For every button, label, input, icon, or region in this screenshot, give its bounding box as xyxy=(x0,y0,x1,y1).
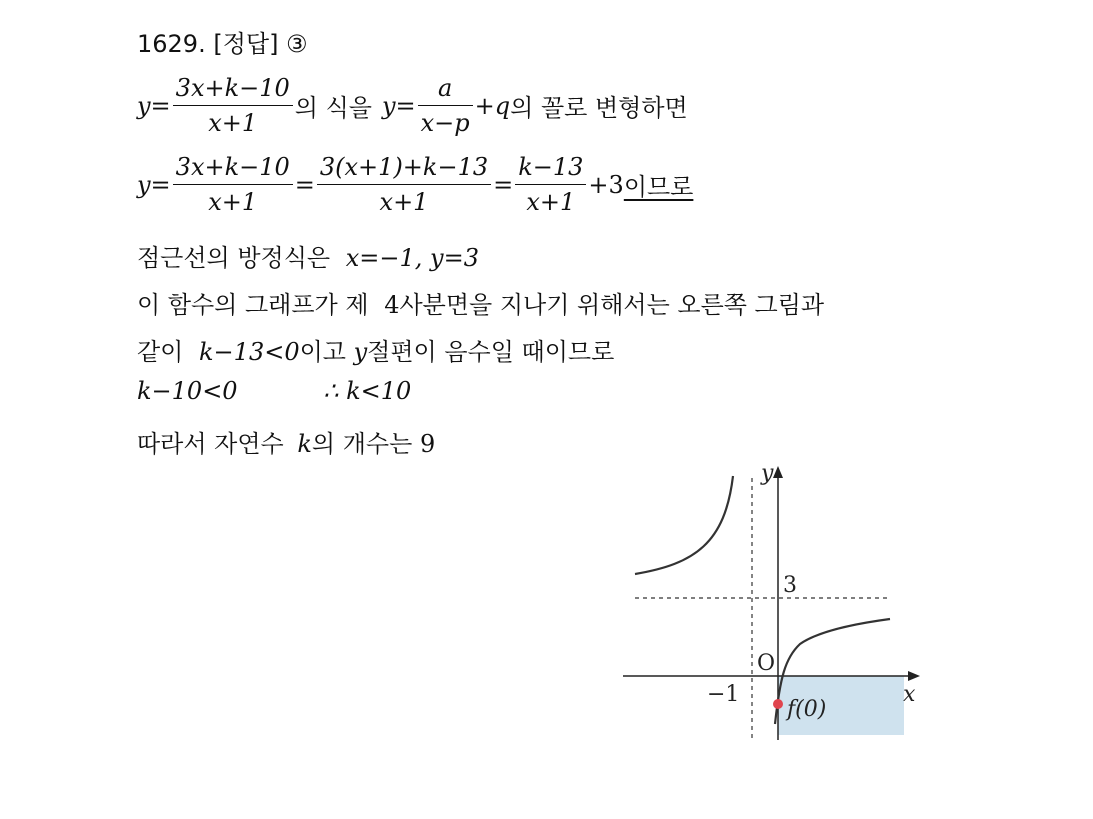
fraction-numerator: k−13 xyxy=(515,153,586,185)
math-equals: = xyxy=(493,170,514,199)
answer-line xyxy=(137,424,435,459)
label-x-axis: x xyxy=(903,682,916,707)
fraction-denominator: x−p xyxy=(420,109,470,137)
math-y-equals: y= xyxy=(137,91,171,120)
math-equals: = xyxy=(294,170,315,199)
math-y-equals: y= xyxy=(137,170,171,199)
math-k: k xyxy=(297,430,312,458)
fraction-2 xyxy=(317,153,491,216)
fraction-numerator: 3x+k−10 xyxy=(173,153,293,185)
fraction-numerator: 3x+k−10 xyxy=(173,74,293,106)
math-conclusion: ∴ k<10 xyxy=(323,377,412,405)
text-segment: 사분면을 지나기 위해서는 오른쪽 그림과 xyxy=(399,291,825,319)
fraction-denominator: x+1 xyxy=(208,109,258,137)
text-segment: 절편이 음수일 때이므로 xyxy=(367,338,615,366)
text-segment: 이 함수의 그래프가 제 xyxy=(137,291,369,319)
text-segment: 이고 xyxy=(299,338,346,366)
math-inequality: k−13<0 xyxy=(199,338,300,366)
label-y-axis: y xyxy=(761,461,774,486)
problem-header xyxy=(137,24,308,59)
text-segment: 의 개수는 xyxy=(311,430,413,458)
fraction-numerator: 3(x+1)+k−13 xyxy=(317,153,491,185)
equation-line-2 xyxy=(137,153,693,216)
math-plus-3: +3 xyxy=(588,170,624,199)
function-graph xyxy=(615,458,925,743)
y-axis-arrow-icon xyxy=(773,466,783,478)
label-neg1: −1 xyxy=(707,682,740,707)
fraction-denominator: x+1 xyxy=(379,188,429,216)
curve-left-branch xyxy=(635,476,733,574)
math-y-equals: y= xyxy=(381,91,416,120)
text-segment: 같이 xyxy=(137,338,184,366)
text-segment: 의 꼴로 변형하면 xyxy=(510,94,688,122)
y-intercept-point xyxy=(773,699,783,709)
x-axis-arrow-icon xyxy=(908,671,920,681)
text-segment: 의 식을 xyxy=(294,94,372,122)
problem-number-answer: 1629. [정답] ③ xyxy=(137,30,308,58)
inequality-line xyxy=(137,332,614,367)
label-origin: O xyxy=(757,651,776,676)
equation-line-1 xyxy=(137,74,688,137)
fraction-3 xyxy=(515,153,586,216)
text-segment: 점근선의 방정식은 xyxy=(137,244,331,272)
math-plus-q: +q xyxy=(474,91,511,120)
math-asymptotes: x=−1, y=3 xyxy=(345,244,479,272)
text-segment: 따라서 자연수 xyxy=(137,430,284,458)
fraction-denominator: x+1 xyxy=(208,188,258,216)
condition-line xyxy=(137,285,824,320)
fraction-1 xyxy=(173,153,293,216)
math-count: 9 xyxy=(419,430,436,458)
math-inequality: k−10<0 xyxy=(137,377,238,405)
text-segment: 이므로 xyxy=(623,173,694,201)
fraction-original xyxy=(173,74,293,137)
asymptote-line xyxy=(137,238,479,273)
fraction-denominator: x+1 xyxy=(526,188,576,216)
math-quadrant: 4 xyxy=(384,291,400,319)
label-f0: f(0) xyxy=(787,697,827,722)
fraction-numerator: a xyxy=(418,74,473,106)
math-y: y xyxy=(353,338,368,366)
result-line xyxy=(137,377,411,405)
label-3: 3 xyxy=(783,573,797,598)
fraction-standard-form xyxy=(418,74,473,137)
